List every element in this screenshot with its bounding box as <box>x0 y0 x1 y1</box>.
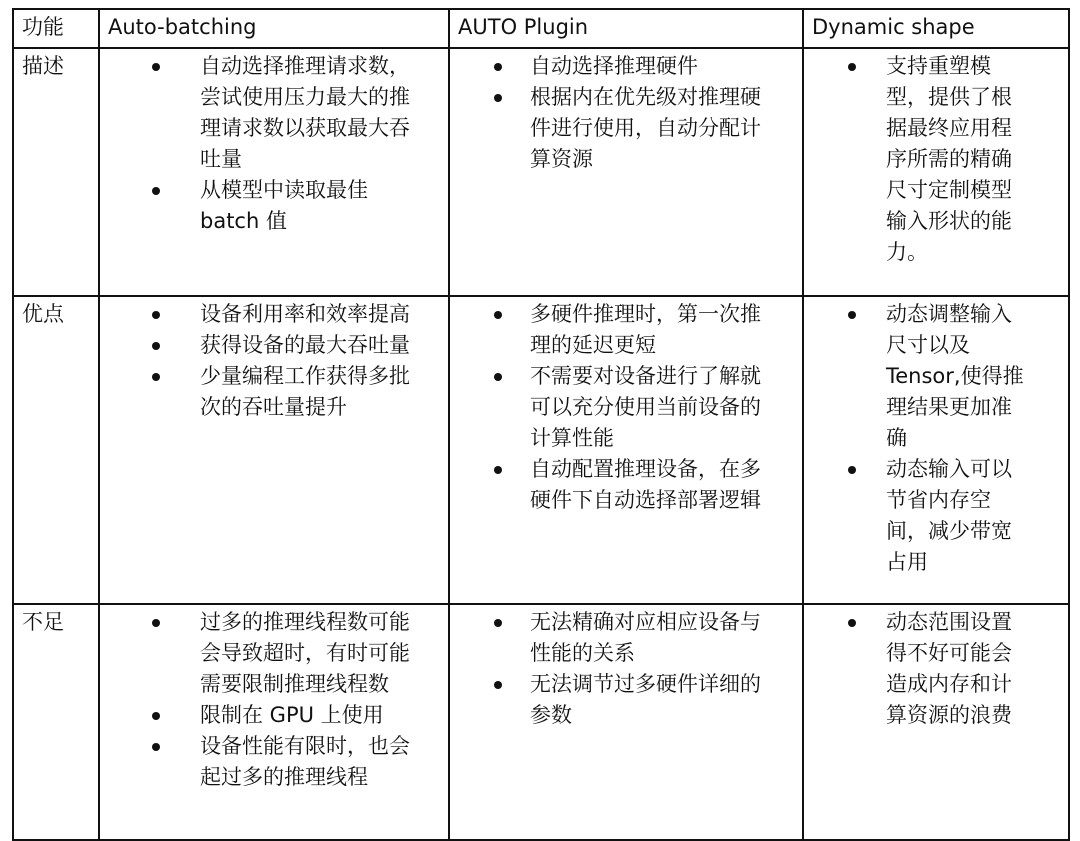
bullet-icon <box>848 63 856 71</box>
row-label: 描述 <box>22 54 64 78</box>
cell-auto-plugin <box>449 296 803 604</box>
bullet-icon <box>494 311 502 319</box>
header-cell-dynamic-shape <box>803 9 1069 48</box>
list-item-text: 无法调节过多硬件详细的参数 <box>530 672 761 727</box>
list-item <box>458 299 774 361</box>
list-item <box>458 51 774 82</box>
row-label-cell <box>13 604 99 840</box>
bullet-icon <box>152 63 160 71</box>
bullet-icon <box>494 63 502 71</box>
header-cell-auto-plugin <box>449 9 803 48</box>
list-item-text: 动态调整输入尺寸以及Tensor,使得推理结果更加准确 <box>886 302 1024 450</box>
bullet-list <box>812 607 1060 731</box>
bullet-icon <box>152 187 160 195</box>
bullet-icon <box>152 619 160 627</box>
list-item-text: 设备性能有限时，也会起过多的推理线程 <box>200 734 410 789</box>
list-item <box>108 607 414 700</box>
bullet-icon <box>152 373 160 381</box>
cell-dynamic-shape <box>803 48 1069 296</box>
bullet-icon <box>494 94 502 102</box>
bullet-icon <box>152 342 160 350</box>
list-item <box>108 700 414 731</box>
header-label: AUTO Plugin <box>458 15 589 39</box>
cell-auto-plugin <box>449 604 803 840</box>
table-row-advantages <box>13 296 1069 604</box>
row-label-cell <box>13 296 99 604</box>
cell-auto-batching <box>99 48 449 296</box>
row-label: 不足 <box>22 610 64 634</box>
bullet-icon <box>848 466 856 474</box>
cell-auto-batching <box>99 296 449 604</box>
list-item <box>812 299 1026 454</box>
list-item-text: 动态输入可以节省内存空间，减少带宽占用 <box>886 457 1012 574</box>
list-item <box>108 731 414 793</box>
bullet-icon <box>848 311 856 319</box>
cell-auto-plugin <box>449 48 803 296</box>
list-item <box>108 51 414 175</box>
list-item-text: 从模型中读取最佳batch 值 <box>200 178 368 233</box>
list-item <box>458 454 774 516</box>
list-item-text: 支持重塑模型，提供了根据最终应用程序所需的精确尺寸定制模型输入形状的能力。 <box>886 54 1012 264</box>
list-item-text: 不需要对设备进行了解就可以充分使用当前设备的计算性能 <box>530 364 761 450</box>
list-item-text: 自动配置推理设备，在多硬件下自动选择部署逻辑 <box>530 457 761 512</box>
header-label: 功能 <box>22 15 64 39</box>
bullet-icon <box>494 681 502 689</box>
list-item <box>108 361 414 423</box>
bullet-icon <box>494 619 502 627</box>
bullet-list <box>458 607 794 731</box>
list-item-text: 动态范围设置得不好可能会造成内存和计算资源的浪费 <box>886 610 1012 727</box>
table-row-description <box>13 48 1069 296</box>
bullet-icon <box>848 619 856 627</box>
bullet-icon <box>494 466 502 474</box>
header-cell-auto-batching <box>99 9 449 48</box>
table-header-row <box>13 9 1069 48</box>
list-item <box>812 607 1026 731</box>
cell-dynamic-shape <box>803 296 1069 604</box>
bullet-list <box>458 299 794 516</box>
list-item-text: 设备利用率和效率提高 <box>200 302 410 326</box>
list-item <box>812 51 1026 268</box>
feature-comparison-table <box>12 8 1070 841</box>
bullet-icon <box>152 712 160 720</box>
list-item-text: 无法精确对应相应设备与性能的关系 <box>530 610 761 665</box>
list-item-text: 获得设备的最大吞吐量 <box>200 333 410 357</box>
list-item-text: 过多的推理线程数可能会导致超时，有时可能需要限制推理线程数 <box>200 610 410 696</box>
bullet-list <box>108 299 440 423</box>
header-label: Dynamic shape <box>812 15 975 39</box>
bullet-list <box>812 51 1060 268</box>
list-item <box>458 607 774 669</box>
bullet-icon <box>494 373 502 381</box>
list-item <box>458 361 774 454</box>
bullet-icon <box>152 311 160 319</box>
bullet-list <box>108 51 440 237</box>
bullet-list <box>812 299 1060 578</box>
list-item-text: 多硬件推理时，第一次推理的延迟更短 <box>530 302 761 357</box>
list-item-text: 根据内在优先级对推理硬件进行使用，自动分配计算资源 <box>530 85 761 171</box>
list-item-text: 自动选择推理请求数，尝试使用压力最大的推理请求数以获取最大吞吐量 <box>200 54 410 171</box>
bullet-list <box>458 51 794 175</box>
bullet-list <box>108 607 440 793</box>
row-label: 优点 <box>22 302 64 326</box>
table-row-disadvantages <box>13 604 1069 840</box>
list-item <box>108 330 414 361</box>
cell-auto-batching <box>99 604 449 840</box>
list-item <box>458 669 774 731</box>
list-item-text: 少量编程工作获得多批次的吞吐量提升 <box>200 364 410 419</box>
list-item <box>812 454 1026 578</box>
list-item <box>108 175 414 237</box>
cell-dynamic-shape <box>803 604 1069 840</box>
list-item <box>458 82 774 175</box>
list-item <box>108 299 414 330</box>
header-cell-feature <box>13 9 99 48</box>
list-item-text: 自动选择推理硬件 <box>530 54 698 78</box>
header-label: Auto-batching <box>108 15 257 39</box>
list-item-text: 限制在 GPU 上使用 <box>200 703 384 727</box>
bullet-icon <box>152 743 160 751</box>
row-label-cell <box>13 48 99 296</box>
